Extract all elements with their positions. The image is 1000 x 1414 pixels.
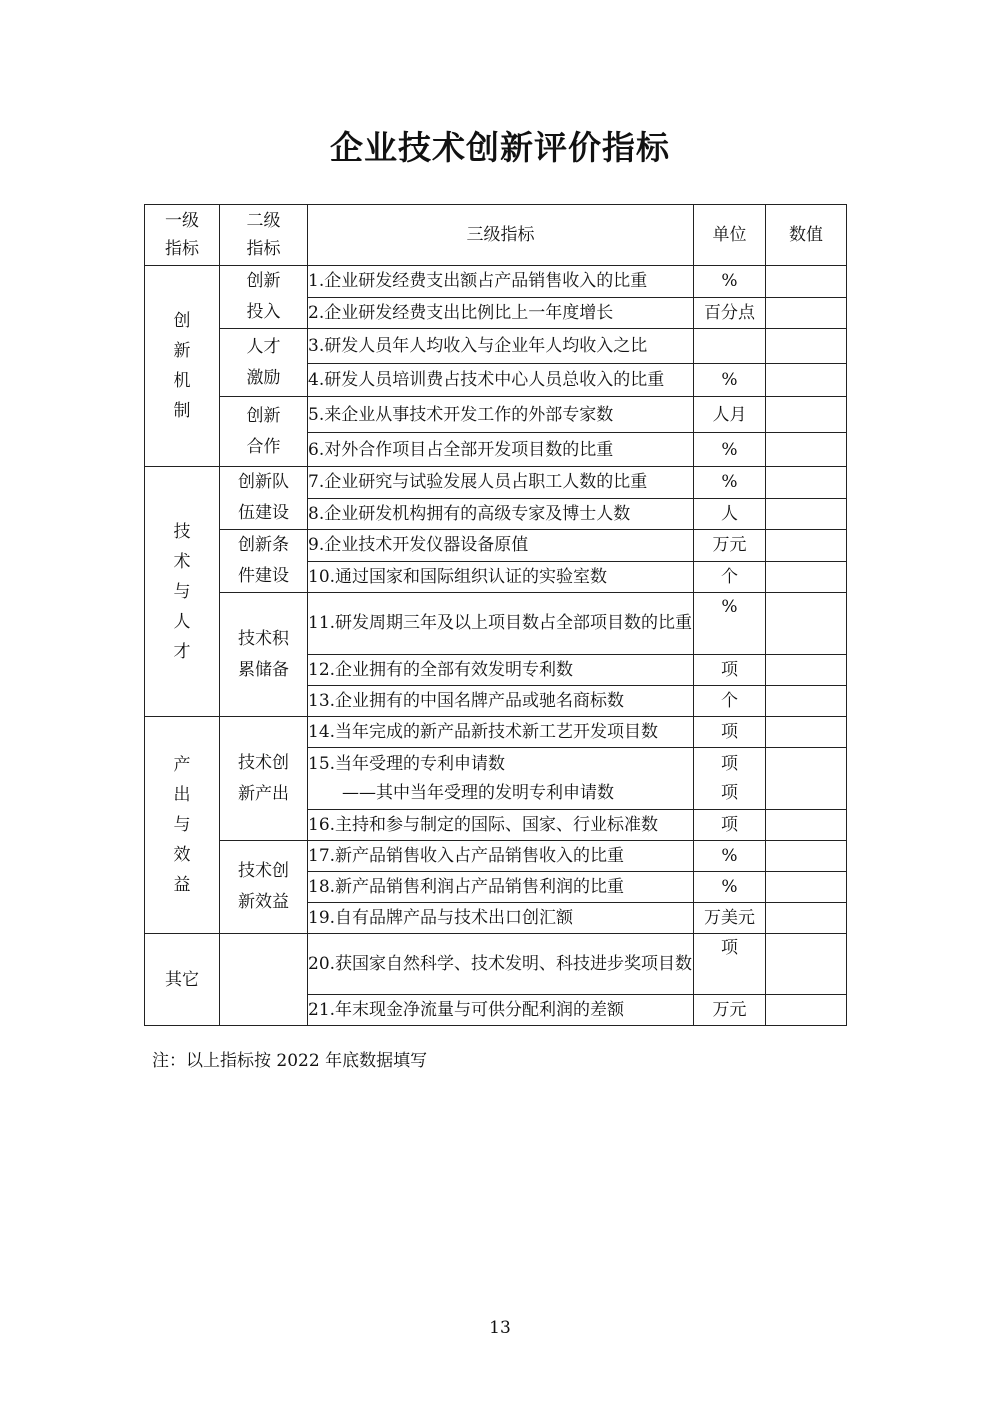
level2-cell [220, 397, 308, 467]
level2-text: 人才 激励 [246, 336, 281, 388]
indicator-cell: 19.自有品牌产品与技术出口创汇额 [308, 903, 694, 934]
level1-text: 技 术 与 人 才 [173, 521, 191, 662]
value-cell[interactable] [766, 297, 847, 329]
indicator-cell: 16.主持和参与制定的国际、国家、行业标准数 [308, 810, 694, 841]
indicator-cell: 4.研发人员培训费占技术中心人员总收入的比重 [308, 364, 694, 397]
unit-cell: 项 [694, 717, 766, 748]
level2-text: 创新 投入 [246, 271, 281, 322]
unit-cell: % [694, 266, 766, 298]
header-level3: 三级指标 [308, 205, 694, 266]
indicator-cell: 20.获国家自然科学、技术发明、科技进步奖项目数 [308, 934, 694, 995]
footnote: 注：以上指标按 2022 年底数据填写 [152, 1051, 428, 1071]
value-cell[interactable] [766, 841, 847, 872]
unit-cell: 个 [694, 561, 766, 593]
unit-cell: 人月 [694, 397, 766, 433]
indicator-cell: 21.年末现金净流量与可供分配利润的差额 [308, 995, 694, 1026]
value-cell[interactable] [766, 433, 847, 467]
indicator-cell: 13.企业拥有的中国名牌产品或驰名商标数 [308, 686, 694, 717]
header-level2-text: 二级 指标 [246, 211, 281, 259]
indicator-cell: 2.企业研发经费支出比例比上一年度增长 [308, 297, 694, 329]
value-cell[interactable] [766, 748, 847, 810]
unit-cell: 百分点 [694, 297, 766, 329]
value-cell[interactable] [766, 266, 847, 298]
level1-cell [145, 467, 220, 717]
indicator-cell: 5.来企业从事技术开发工作的外部专家数 [308, 397, 694, 433]
value-cell[interactable] [766, 655, 847, 686]
value-cell[interactable] [766, 810, 847, 841]
unit-cell: 万元 [694, 995, 766, 1026]
indicator-cell: 12.企业拥有的全部有效发明专利数 [308, 655, 694, 686]
indicator-cell: 15.当年受理的专利申请数 ——其中当年受理的发明专利申请数 [308, 748, 694, 810]
unit-cell: 项 [694, 934, 766, 995]
unit-cell: % [694, 593, 766, 655]
indicator-cell: 17.新产品销售收入占产品销售收入的比重 [308, 841, 694, 872]
header-level1-text: 一级 指标 [165, 211, 199, 259]
level1-text: 产 出 与 效 益 [173, 755, 191, 895]
indicator-cell: 18.新产品销售利润占产品销售利润的比重 [308, 872, 694, 903]
indicator-cell: 8.企业研发机构拥有的高级专家及博士人数 [308, 498, 694, 530]
level2-text: 创新条 件建设 [238, 535, 289, 586]
level1-cell: 其它 [145, 934, 220, 1026]
unit-cell: % [694, 467, 766, 499]
unit-cell: 万美元 [694, 903, 766, 934]
unit-cell: 项 项 [694, 748, 766, 810]
level1-cell [145, 266, 220, 467]
value-cell[interactable] [766, 397, 847, 433]
level1-cell [145, 717, 220, 934]
indicator-cell: 10.通过国家和国际组织认证的实验室数 [308, 561, 694, 593]
value-cell[interactable] [766, 903, 847, 934]
level2-cell [220, 717, 308, 841]
value-cell[interactable] [766, 934, 847, 995]
unit-cell: % [694, 841, 766, 872]
unit-cell [694, 329, 766, 364]
header-unit: 单位 [694, 205, 766, 266]
level2-cell [220, 593, 308, 717]
unit-cell: 项 [694, 810, 766, 841]
value-cell[interactable] [766, 593, 847, 655]
page-number: 13 [489, 1318, 511, 1338]
level2-text: 技术积 累储备 [238, 628, 289, 680]
indicator-cell: 11.研发周期三年及以上项目数占全部项目数的比重 [308, 593, 694, 655]
header-level2 [220, 205, 308, 266]
indicator-cell: 7.企业研究与试验发展人员占职工人数的比重 [308, 467, 694, 499]
value-cell[interactable] [766, 467, 847, 499]
value-cell[interactable] [766, 364, 847, 397]
level2-cell [220, 467, 308, 530]
level1-text: 创 新 机 制 [173, 311, 191, 421]
value-cell[interactable] [766, 329, 847, 364]
value-cell[interactable] [766, 530, 847, 562]
value-cell[interactable] [766, 686, 847, 717]
value-cell[interactable] [766, 498, 847, 530]
level2-cell [220, 934, 308, 1026]
level2-cell [220, 329, 308, 397]
page-title: 企业技术创新评价指标 [330, 128, 670, 167]
level2-text: 技术创 新效益 [238, 861, 289, 912]
indicator-cell: 3.研发人员年人均收入与企业年人均收入之比 [308, 329, 694, 364]
level2-text: 创新队 伍建设 [238, 472, 289, 523]
unit-cell: 个 [694, 686, 766, 717]
level2-text: 技术创 新产出 [238, 752, 289, 804]
value-cell[interactable] [766, 872, 847, 903]
header-level1 [145, 205, 220, 266]
header-value: 数值 [766, 205, 847, 266]
level2-text: 创新 合作 [246, 405, 281, 457]
unit-cell: % [694, 364, 766, 397]
level2-cell [220, 841, 308, 934]
indicator-cell: 14.当年完成的新产品新技术新工艺开发项目数 [308, 717, 694, 748]
indicator-table [144, 204, 847, 1026]
unit-cell: 人 [694, 498, 766, 530]
level2-cell [220, 530, 308, 593]
value-cell[interactable] [766, 561, 847, 593]
value-cell[interactable] [766, 995, 847, 1026]
unit-cell: 项 [694, 655, 766, 686]
unit-cell: % [694, 433, 766, 467]
indicator-cell: 6.对外合作项目占全部开发项目数的比重 [308, 433, 694, 467]
level2-cell [220, 266, 308, 329]
indicator-cell: 1.企业研发经费支出额占产品销售收入的比重 [308, 266, 694, 298]
unit-cell: % [694, 872, 766, 903]
unit-cell: 万元 [694, 530, 766, 562]
value-cell[interactable] [766, 717, 847, 748]
indicator-cell: 9.企业技术开发仪器设备原值 [308, 530, 694, 562]
